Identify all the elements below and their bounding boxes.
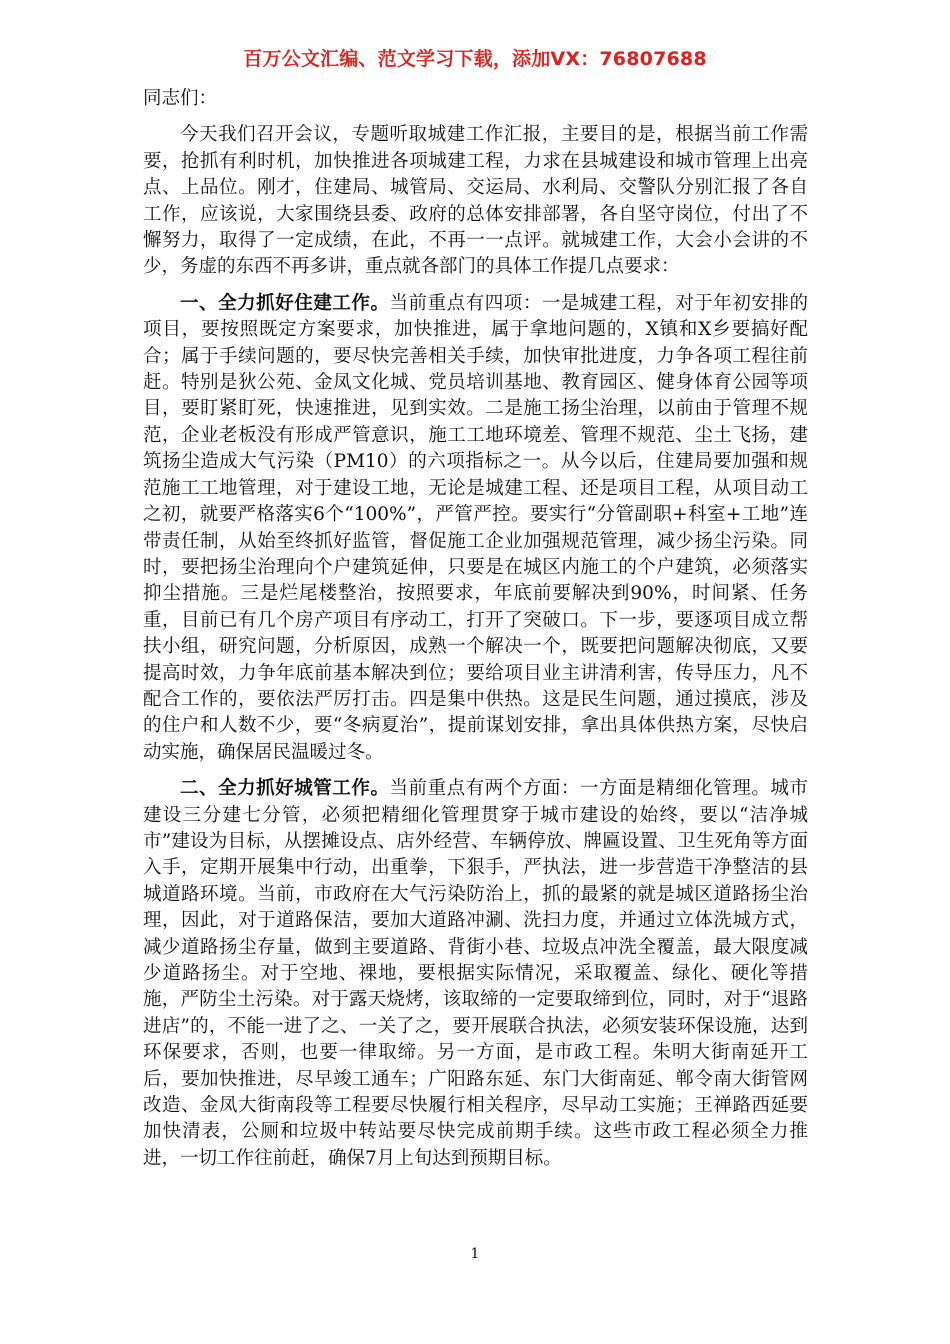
- paragraph-text: 当前重点有四项：一是城建工程，对于年初安排的项目，要按照既定方案要求，加快推进，属于拿地问题的，X镇和X乡要搞好配合；属于手续问题的，要尽快完善相关手续，加快审批进度，力争各项工程往前赶。特别是狄公苑、金凤文化城、党员培训基地、教育园区、健身体育公园等项目，要盯紧盯死，快速推进，见到实效。二是施工扬尘治理，以前由于管理不规范，企业老板没有形成严管意识，施工工地环境差、管理不规范、尘土飞扬，建筑扬尘造成大气污染（PM10）的六项指标之一。从今以后，住建局要加强和规范施工工地管理，对于建设工地，无论是城建工程、还是项目工程，从项目动工之初，就要严格落实6个“100%”，严管严控。要实行“分管副职+科室+工地”连带责任制，从始至终抓好监管，督促施工企业加强规范管理，减少扬尘污染。同时，要把扬尘治理向个户建筑延伸，只要是在城区内施工的个户建筑，必须落实抑尘措施。三是烂尾楼整治，按照要求，年底前要解决到90%，时间紧、任务重，目前已有几个房产项目有序动工，打开了突破口。下一步，要逐项目成立帮扶小组，研究问题，分析原因，成熟一个解决一个，既要把问题解决彻底，又要提高时效，力争年底前基本解决到位；要给项目业主讲清利害，传导压力，凡不配合工作的，要依法严厉打击。四是集中供热。这是民生问题，通过摸底，涉及的住户和人数不少，要“冬病夏治”，提前谋划安排，拿出具体供热方案，尽快启动实施，确保居民温暖过冬。: [143, 292, 808, 763]
- paragraph-section-1: [143, 291, 808, 766]
- section-heading: 二、全力抓好城管工作。: [180, 778, 390, 800]
- page-number: 1: [470, 1246, 480, 1262]
- promo-banner: 百万公文汇编、范文学习下载，添加VX：76807688: [243, 48, 707, 70]
- section-heading: 一、全力抓好住建工作。: [180, 292, 390, 314]
- salutation: 同志们：: [143, 88, 218, 109]
- paragraph-section-2: [143, 776, 808, 1172]
- paragraph-text: 当前重点有两个方面：一方面是精细化管理。城市建设三分建七分管，必须把精细化管理贯穿于城市建设的始终，要以“洁净城市”建设为目标，从摆摊设点、店外经营、车辆停放、牌匾设置、卫生死角等方面入手，定期开展集中行动，出重拳，下狠手，严执法，进一步营造干净整洁的县城道路环境。当前，市政府在大气污染防治上，抓的最紧的就是城区道路扬尘治理，因此，对于道路保洁，要加大道路冲涮、洗扫力度，并通过立体洗城方式，减少道路扬尘存量，做到主要道路、背街小巷、垃圾点冲洗全覆盖，最大限度减少道路扬尘。对于空地、裸地，要根据实际情况，采取覆盖、绿化、硬化等措施，严防尘土污染。对于露天烧烤，该取缔的一定要取缔到位，同时，对于“退路进店”的，不能一进了之、一关了之，要开展联合执法，必须安装环保设施，达到环保要求，否则，也要一律取缔。另一方面，是市政工程。朱明大街南延开工后，要加快推进，尽早竣工通车；广阳路东延、东门大街南延、郸令南大街管网改造、金凤大街南段等工程要尽快履行相关程序，尽早动工实施；王禅路西延要加快清表，公厕和垃圾中转站要尽快完成前期手续。这些市政工程必须全力推进，一切工作往前赶，确保7月上旬达到预期目标。: [143, 778, 808, 1169]
- paragraph-text: 今天我们召开会议，专题听取城建工作汇报，主要目的是，根据当前工作需要，抢抓有利时机，加快推进各项城建工程，力求在县城建设和城市管理上出亮点、上品位。刚才，住建局、城管局、交运局、水利局、交警队分别汇报了各自工作，应该说，大家围绕县委、政府的总体安排部署，各自坚守岗位，付出了不懈努力，取得了一定成绩，在此，不再一一点评。就城建工作，大会小会讲的不少，务虚的东西不再多讲，重点就各部门的具体工作提几点要求：: [143, 124, 808, 278]
- document-body: [143, 86, 808, 1182]
- paragraph-intro: [143, 122, 808, 280]
